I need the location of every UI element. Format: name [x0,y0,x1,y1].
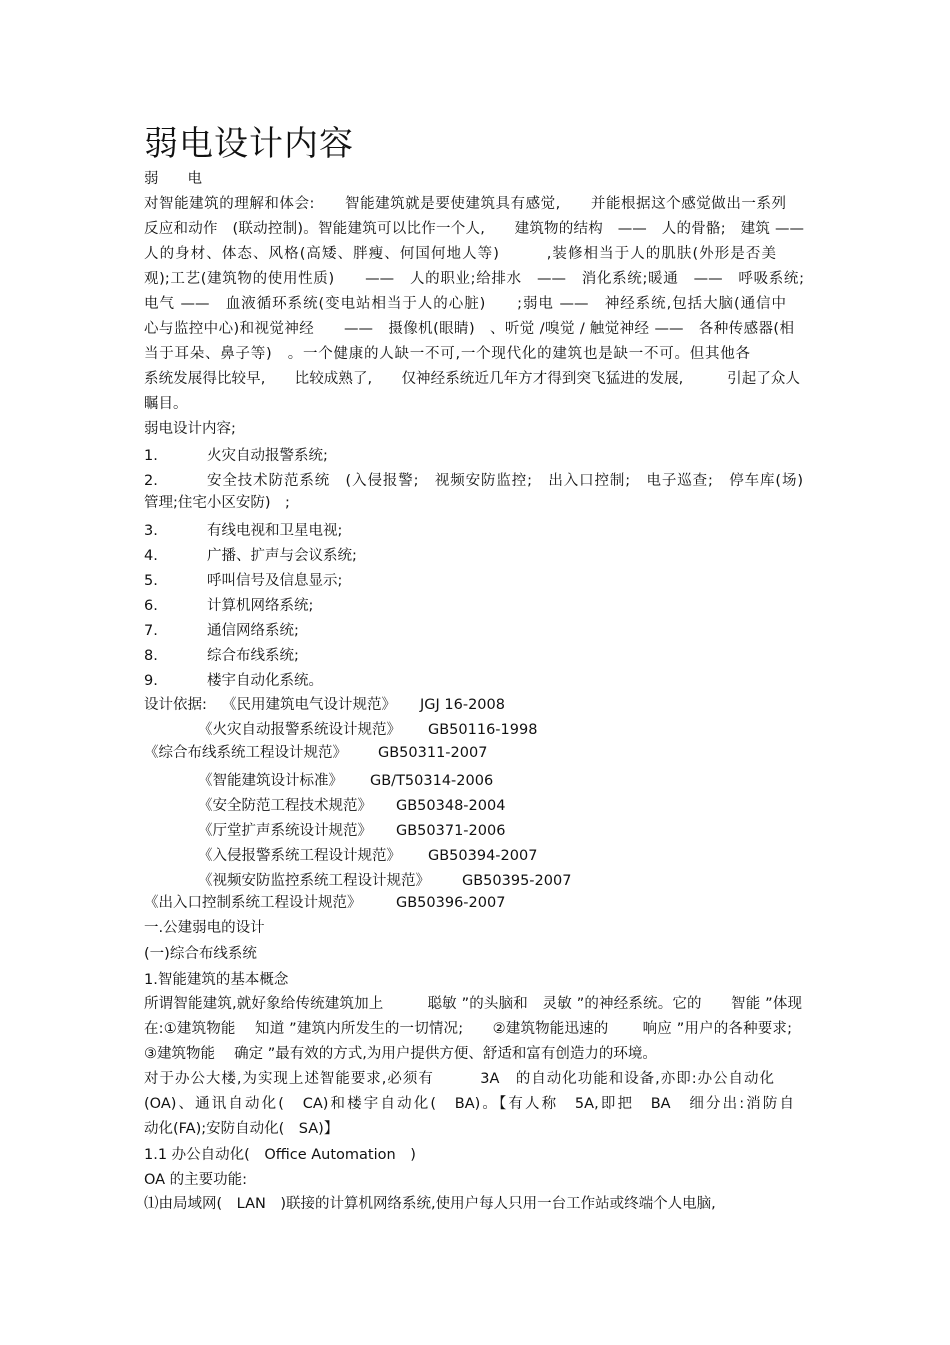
list-item-number: 2. [144,473,158,489]
list-item: 楼宇自动化系统。 [207,673,323,689]
concept-line: 动化(FA);安防自动化( SA)】 [144,1121,339,1137]
list-item: 通信网络系统; [207,623,299,639]
list-item-number: 4. [144,548,158,564]
list-item-number: 8. [144,648,158,664]
list-item-number: 7. [144,623,158,639]
standard-name: 《综合布线系统工程设计规范》 [144,745,347,761]
intro-line: 心与监控中心)和视觉神经 —— 摄像机(眼睛) 、听觉 /嗅觉 / 触觉神经 —— 各种传感器(相 [144,321,794,337]
intro-line: 系统发展得比较早, 比较成熟了, 仅神经系统近几年方才得到突飞猛进的发展, 引起了众人 [144,371,800,387]
concept-line: 所谓智能建筑,就好象给传统建筑加上 聪敏 ”的头脑和 灵敏 ”的神经系统。它的 智能 ”体现 [144,996,802,1012]
list-item: 有线电视和卫星电视; [207,523,343,539]
list-item-number: 9. [144,673,158,689]
basis-label: 设计依据: [144,697,207,713]
standard-name: 《民用建筑电气设计规范》 [222,697,396,713]
subsection-heading: (一)综合布线系统 [144,946,257,962]
intro-line: 对智能建筑的理解和体会: 智能建筑就是要使建筑具有感觉, 并能根据这个感觉做出一系列 [144,196,786,212]
standard-code: GB50116-1998 [428,722,538,738]
standard-code: GB50396-2007 [396,895,506,911]
concept-line: 对于办公大楼,为实现上述智能要求,必须有 3A 的自动化功能和设备,亦即:办公自动化 [144,1071,774,1087]
standard-code: GB50371-2006 [396,823,506,839]
concept-line: 在:①建筑物能 知道 ”建筑内所发生的一切情况; ②建筑物能迅速的 响应 ”用户的各种要求; [144,1021,792,1037]
page-title: 弱电设计内容 [144,124,354,164]
list-item: 火灾自动报警系统; [207,448,328,464]
standard-code: GB/T50314-2006 [370,773,494,789]
standard-code: GB50311-2007 [378,745,488,761]
concept-line: ③建筑物能 确定 ”最有效的方式,为用户提供方便、舒适和富有创造力的环境。 [144,1046,657,1062]
standard-name: 《安全防范工程技术规范》 [198,798,372,814]
standard-code: JGJ 16-2008 [420,697,505,713]
intro-line: 当于耳朵、鼻子等) 。一个健康的人缺一不可,一个现代化的建筑也是缺一不可。但其他各 [144,346,750,362]
oa-heading: 1.1 办公自动化( Office Automation ) [144,1147,416,1163]
concept-line: (OA)、通讯自动化( CA)和楼宇自动化( BA)。【有人称 5A,即把 BA 细分出:消防自 [144,1096,794,1112]
standard-name: 《入侵报警系统工程设计规范》 [198,848,401,864]
list-item: 计算机网络系统; [207,598,314,614]
standard-code: GB50395-2007 [462,873,572,889]
section-heading: 一.公建弱电的设计 [144,920,265,936]
intro-line: 人的身材、体态、风格(高矮、胖瘦、何国何地人等) ,装修相当于人的肌肤(外形是否美 [144,246,776,262]
standard-name: 《厅堂扩声系统设计规范》 [198,823,372,839]
list-item-number: 3. [144,523,158,539]
standard-name: 《智能建筑设计标准》 [198,773,343,789]
intro-line: 反应和动作 (联动控制)。智能建筑可以比作一个人, 建筑物的结构 —— 人的骨骼; 建筑 —— [144,221,804,237]
intro-line: 观);工艺(建筑物的使用性质) —— 人的职业;给排水 —— 消化系统;暖通 —— 呼吸系统; [144,271,804,287]
intro-line: 电气 —— 血液循环系统(变电站相当于人的心脏) ;弱电 —— 神经系统,包括大脑(通信中 [144,296,786,312]
oa-label: OA 的主要功能: [144,1172,248,1188]
intro-line: 瞩目。 [144,396,188,412]
content-heading: 弱电设计内容; [144,421,236,437]
standard-name: 《出入口控制系统工程设计规范》 [144,895,362,911]
subtitle: 弱 电 [144,171,202,187]
list-item: 安全技术防范系统 (入侵报警; 视频安防监控; 出入口控制; 电子巡查; 停车库(场) [207,473,803,489]
list-item-number: 1. [144,448,158,464]
list-item: 呼叫信号及信息显示; [207,573,343,589]
list-item-continuation: 管理;住宅小区安防) ; [144,495,290,511]
standard-code: GB50348-2004 [396,798,506,814]
list-item: 广播、扩声与会议系统; [207,548,357,564]
list-item-number: 6. [144,598,158,614]
concept-heading: 1.智能建筑的基本概念 [144,972,289,988]
list-item-number: 5. [144,573,158,589]
oa-item: ⑴由局域网( LAN )联接的计算机网络系统,使用户每人只用一台工作站或终端个人电脑, [144,1196,716,1212]
standard-name: 《视频安防监控系统工程设计规范》 [198,873,430,889]
list-item: 综合布线系统; [207,648,299,664]
standard-code: GB50394-2007 [428,848,538,864]
standard-name: 《火灾自动报警系统设计规范》 [198,722,401,738]
